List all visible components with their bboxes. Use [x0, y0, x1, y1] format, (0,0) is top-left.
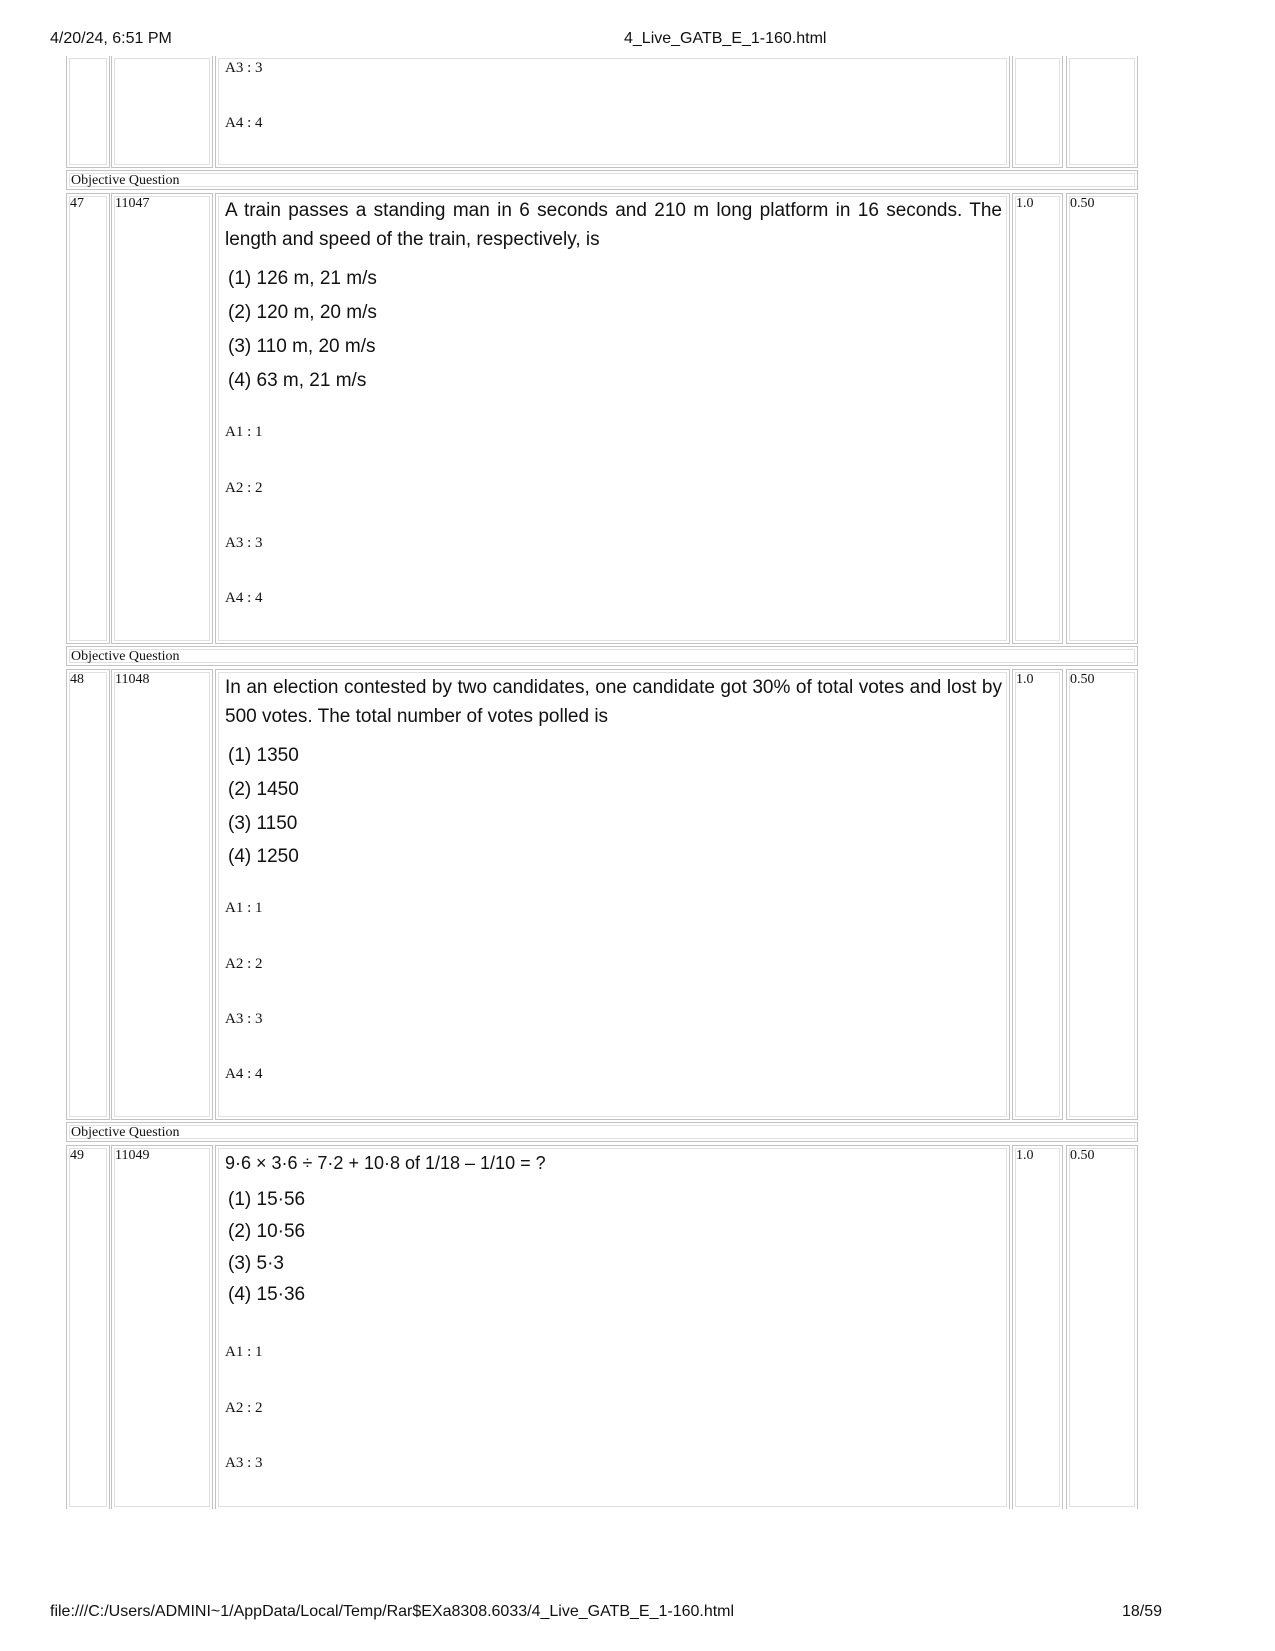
option: (1) 1350	[228, 745, 299, 766]
question-id: 11049	[115, 1148, 150, 1163]
question-text: In an election contested by two candidates, one candidate got 30% of total votes and lost by 500 votes. The total number of votes polled is	[225, 677, 1002, 727]
negative-marks-cell	[1066, 669, 1138, 1120]
answer-line: A3 : 3	[225, 1455, 263, 1471]
marks-cell	[1012, 193, 1063, 644]
answer-line: A2 : 2	[225, 1400, 263, 1416]
question-id-cell	[111, 193, 213, 644]
question-body-cell	[215, 669, 1010, 1120]
page-number: 18/59	[1122, 1603, 1163, 1620]
option: (3) 110 m, 20 m/s	[228, 336, 376, 357]
prev-number-cell	[66, 56, 110, 168]
negative-marks-value: 0.50	[1070, 672, 1095, 687]
negative-marks-cell	[1066, 193, 1138, 644]
print-document-title: 4_Live_GATB_E_1-160.html	[624, 30, 827, 47]
prev-marks-cell	[1012, 56, 1063, 168]
marks-value: 1.0	[1016, 196, 1034, 211]
question-id-cell	[111, 669, 213, 1120]
option: (4) 1250	[228, 846, 299, 867]
answer-line: A1 : 1	[225, 1344, 263, 1360]
print-file-path: file:///C:/Users/ADMINI~1/AppData/Local/Temp/Rar$EXa8308.6033/4_Live_GATB_E_1-160.html	[50, 1603, 735, 1620]
answer-line: A4 : 4	[225, 590, 263, 606]
question-number: 47	[70, 196, 84, 211]
prev-id-cell	[111, 56, 213, 168]
question-number-cell	[66, 1145, 110, 1509]
question-id: 11048	[115, 672, 150, 687]
question-number-cell	[66, 669, 110, 1120]
question-number-cell	[66, 193, 110, 644]
negative-marks-cell	[1066, 1145, 1138, 1509]
negative-marks-value: 0.50	[1070, 196, 1095, 211]
marks-value: 1.0	[1016, 672, 1034, 687]
marks-cell	[1012, 1145, 1063, 1509]
option: (2) 10·56	[228, 1221, 306, 1242]
prev-negative-cell	[1066, 56, 1138, 168]
question-text: 9·6 × 3·6 ÷ 7·2 + 10·8 of 1/18 – 1/10 = ?	[225, 1153, 546, 1173]
section-label: Objective Question	[71, 173, 180, 188]
section-label: Objective Question	[71, 649, 180, 664]
option: (3) 5·3	[228, 1253, 284, 1274]
option: (2) 1450	[228, 779, 299, 800]
answer-line: A4 : 4	[225, 1066, 263, 1082]
marks-cell	[1012, 669, 1063, 1120]
question-id-cell	[111, 1145, 213, 1509]
prev-question-cell	[215, 56, 1010, 168]
marks-value: 1.0	[1016, 1148, 1034, 1163]
answer-line: A4 : 4	[225, 115, 263, 131]
option: (4) 63 m, 21 m/s	[228, 370, 367, 391]
answer-line: A3 : 3	[225, 1011, 263, 1027]
question-id: 11047	[115, 196, 150, 211]
question-number: 48	[70, 672, 84, 687]
answer-line: A3 : 3	[225, 535, 263, 551]
question-body-cell	[215, 1145, 1010, 1509]
section-label-row	[66, 1122, 1138, 1142]
question-text: A train passes a standing man in 6 seconds and 210 m long platform in 16 seconds. The length and speed of the train, respectively, is	[225, 200, 1002, 250]
answer-line: A2 : 2	[225, 480, 263, 496]
section-label-row	[66, 646, 1138, 666]
answer-line: A2 : 2	[225, 956, 263, 972]
option: (4) 15·36	[228, 1284, 306, 1305]
print-datetime: 4/20/24, 6:51 PM	[50, 30, 172, 47]
question-body-cell	[215, 193, 1010, 644]
section-label-row	[66, 170, 1138, 190]
option: (3) 1150	[228, 813, 298, 834]
answer-line: A1 : 1	[225, 900, 263, 916]
answer-line: A1 : 1	[225, 424, 263, 440]
negative-marks-value: 0.50	[1070, 1148, 1095, 1163]
answer-line: A3 : 3	[225, 60, 263, 76]
option: (2) 120 m, 20 m/s	[228, 302, 377, 323]
section-label: Objective Question	[71, 1125, 180, 1140]
option: (1) 15·56	[228, 1189, 306, 1210]
question-number: 49	[70, 1148, 84, 1163]
option: (1) 126 m, 21 m/s	[228, 268, 377, 289]
